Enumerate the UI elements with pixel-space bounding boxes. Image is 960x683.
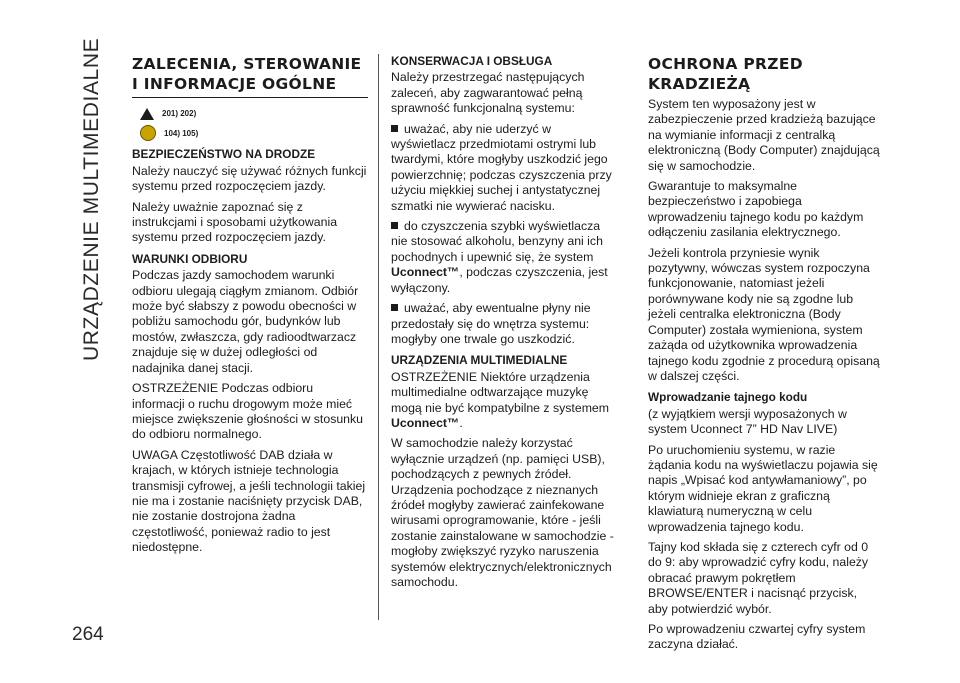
paragraph: (z wyjątkiem wersji wyposażonych w system Uconnect 7” HD Nav LIVE) xyxy=(648,406,847,437)
column-right xyxy=(648,54,880,658)
subheading-code: Wprowadzanie tajnego kodu xyxy=(648,390,808,405)
warning-triangle-icon xyxy=(140,108,154,120)
paragraph: Jeżeli kontrola przyniesie wynik pozytywny, wówczas system rozpoczyna funkcjonowanie, natomiast jeżeli porównywane kody nie są zgodne lub jeżeli centralka elektroniczna (Body Computer) została wymieniona, system zażąda od użytkownika wprowadzenia tajnego kodu zgodnie z procedurą opisaną w dalszej części. xyxy=(648,245,880,383)
bullet-item: uważać, aby ewentualne płyny nie przedostały się do wnętrza systemu: mogłyby one trwale go uszkodzić. xyxy=(391,301,591,346)
column-middle xyxy=(391,54,619,595)
caution-refs: 104) 105) xyxy=(164,128,199,138)
paragraph: System ten wyposażony jest w zabezpieczenie przed kradzieżą bazujące na wymianie informacji z centralką elektroniczną (Body Computer) znajdującą się w samochodzie. xyxy=(648,97,880,173)
paragraph: Należy przestrzegać następujących zaleceń, aby zagwarantować pełną sprawność funkcjonalną systemu: xyxy=(391,70,585,116)
paragraph: UWAGA Częstotliwość DAB działa w krajach, w których istnieje technologia transmisji cyfrowej, a jeśli technologii takiej nie ma i zostanie naciśnięty przycisk DAB, nie zostanie dostrojona żadna częstotliwość, ponieważ radio to jest niedostępne. xyxy=(132,447,366,555)
paragraph: OSTRZEŻENIE Podczas odbioru informacji o ruchu drogowym może mieć miejsce zwiększenie głośności w stosunku do odbioru normalnego. xyxy=(132,381,364,442)
paragraph: Należy uważnie zapoznać się z instrukcjami i sposobami użytkowania systemu przed rozpoczęciem jazdy. xyxy=(132,199,338,245)
page-number: 264 xyxy=(72,624,104,645)
section-heading xyxy=(132,54,368,98)
section-heading-theft: OCHRONA PRZED KRADZIEŻĄ xyxy=(648,55,803,93)
subheading-reception: WARUNKI ODBIORU xyxy=(132,251,248,266)
bullet-item: do czyszczenia szybki wyświetlacza nie stosować alkoholu, benzyny ani ich pochodnych i upewnić się, że system Uconnect™, podczas czyszczenia, jest wyłączony. xyxy=(391,219,608,295)
paragraph: OSTRZEŻENIE Niektóre urządzenia multimedialne odtwarzające muzykę mogą nie być kompatybilne z systemem Uconnect™. xyxy=(391,369,610,430)
paragraph: Po wprowadzeniu czwartej cyfry system zaczyna działać. xyxy=(648,622,866,652)
paragraph: Tajny kod składa się z czterech cyfr od 0 do 9: aby wprowadzić cyfry kodu, należy obracać prawym pokrętłem BROWSE/ENTER i nacisnąć przycisk, aby potwierdzić wybór. xyxy=(648,539,869,616)
chapter-side-title: URZĄDZENIE MULTIMEDIALNE xyxy=(80,38,103,362)
paragraph: Po uruchomieniu systemu, w razie żądania kodu na wyświetlaczu pojawia się napis „Wpisać kod antywłamaniowy”, po którym widnieje ekran z graficzną klawiaturą numeryczną w celu wprowadzenia tajnego kodu. xyxy=(648,442,878,534)
caution-hand-icon xyxy=(140,125,156,141)
subheading-care: KONSERWACJA I OBSŁUGA xyxy=(391,54,553,68)
warning-refs-row xyxy=(140,106,368,121)
square-bullet-icon xyxy=(391,304,398,311)
heading-line-2: I INFORMACJE OGÓLNE xyxy=(132,75,337,93)
column-left xyxy=(132,54,368,561)
paragraph: Podczas jazdy samochodem warunki odbioru ulegają ciągłym zmianom. Odbiór może być słabszy z powodu obecności w pobliżu samochodu gór, budynków lub mostów, zwłaszcza, gdy radioodtwarzacz znajduje się w dużej odległości od nadajnika danej stacji. xyxy=(132,268,359,375)
paragraph: W samochodzie należy korzystać wyłącznie urządzeń (np. pamięci USB), pochodzących z pewnych źródeł. Urządzenia pochodzące z nieznanych źródeł mogłyby zawierać zainfekowane wirusami oprogramowanie, które - jeśli zostanie zainstalowane w samochodzie - mogłoby zwiększyć ryzyko naruszenia systemów elektrycznych/elektronicznych samochodu. xyxy=(391,436,614,589)
heading-line-1: ZALECENIA, STEROWANIE xyxy=(132,55,362,73)
column-divider xyxy=(378,54,379,620)
bullet-item: uważać, aby nie uderzyć w wyświetlacz przedmiotami ostrymi lub twardymi, które mogłyby uszkodzić jego powierzchnię; podczas czyszczenia przy użyciu miękkiej suchej i antystatycznej szmatki nie wywierać nacisku. xyxy=(391,121,612,213)
caution-refs-row xyxy=(140,125,368,141)
subheading-safety: BEZPIECZEŃSTWO NA DRODZE xyxy=(132,147,316,162)
paragraph: Należy nauczyć się używać różnych funkcji systemu przed rozpoczęciem jazdy. xyxy=(132,163,367,194)
square-bullet-icon xyxy=(391,125,398,132)
square-bullet-icon xyxy=(391,222,398,229)
paragraph: Gwarantuje to maksymalne bezpieczeństwo i zapobiega wprowadzeniu tajnego kodu po każdym odłączeniu zasilania elektrycznego. xyxy=(648,179,864,240)
warning-refs: 201) 202) xyxy=(162,109,197,118)
subheading-devices: URZĄDZENIA MULTIMEDIALNE xyxy=(391,353,568,368)
